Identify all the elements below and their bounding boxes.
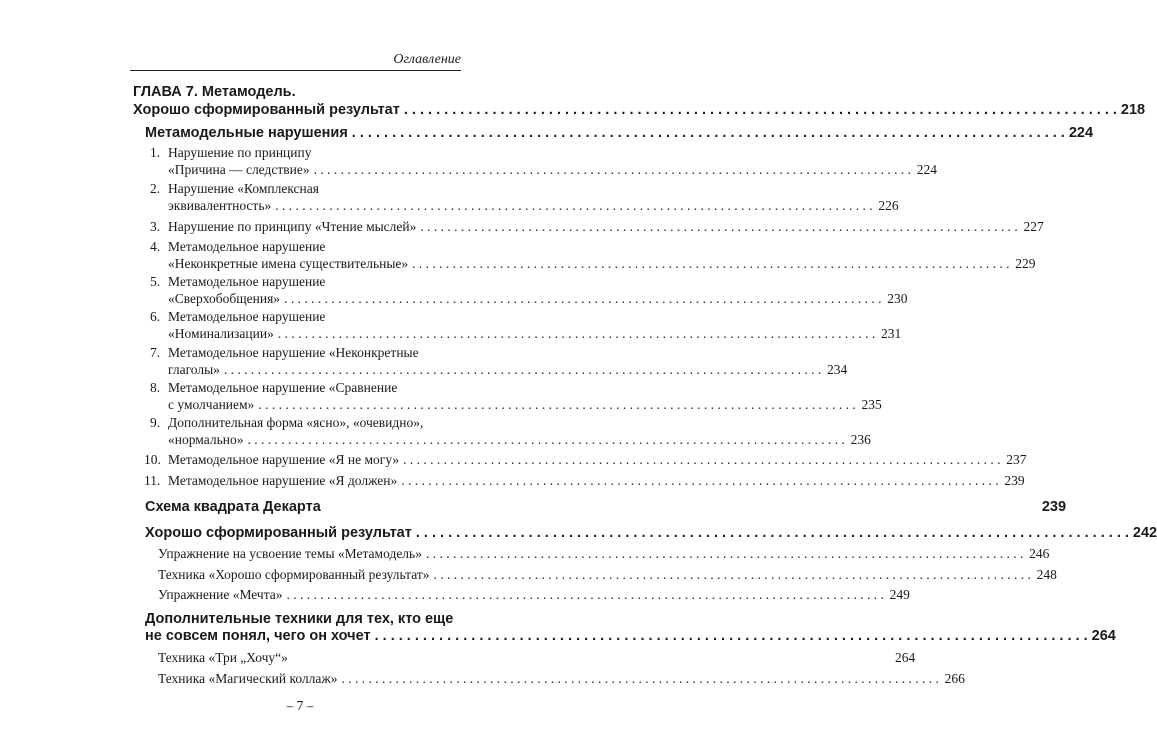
toc-entry-text: Техника «Магический коллаж» <box>158 671 338 686</box>
toc-entry-page: 246 <box>1029 546 1050 561</box>
toc-entry-well-formed-result[interactable] <box>145 524 1157 542</box>
toc-entry-text: Хорошо сформированный результат <box>133 102 400 118</box>
leader-dots <box>274 325 879 343</box>
chapter-title: ГЛАВА 7. Метамодель. <box>133 84 296 100</box>
toc-item-line1: Метамодельное нарушение «Сравнение <box>168 380 398 395</box>
leader-dots <box>371 627 1092 645</box>
leader-dots <box>397 472 1002 490</box>
toc-exercise-2[interactable] <box>158 566 1057 584</box>
toc-item-8[interactable] <box>168 396 882 414</box>
toc-item-line1: Метамодельное нарушение <box>168 274 326 289</box>
toc-entry-descartes[interactable] <box>145 498 1067 516</box>
toc-entry-text: «Неконкретные имена существительные» <box>168 256 409 271</box>
toc-entry-page: 224 <box>916 162 937 177</box>
leader-dots <box>408 255 1013 273</box>
toc-entry-chapter-subtitle[interactable] <box>133 101 1146 119</box>
toc-entry-page: 230 <box>887 291 908 306</box>
leader-dots <box>310 161 915 179</box>
toc-entry-text: Метамодельное нарушение «Я не могу» <box>168 452 400 467</box>
toc-entry-page: 236 <box>850 432 871 447</box>
toc-entry-text: с умолчанием» <box>168 397 255 412</box>
toc-item-num: 6. <box>150 309 161 324</box>
header-rule <box>130 70 461 71</box>
toc-item-num: 7. <box>150 345 161 360</box>
toc-item-num: 10. <box>144 452 161 467</box>
toc-entry-page: 264 <box>895 650 916 665</box>
toc-entry-text: Техника «Хорошо сформированный результат» <box>158 567 430 582</box>
toc-item-num: 5. <box>150 274 161 289</box>
toc-entry-text: не совсем понял, чего он хочет <box>145 628 371 644</box>
toc-item-3[interactable] <box>168 218 1044 236</box>
toc-entry-page: 229 <box>1015 256 1036 271</box>
toc-item-6[interactable] <box>168 325 902 343</box>
toc-item-4[interactable] <box>168 255 1036 273</box>
toc-item-line1: Нарушение «Комплексная <box>168 181 319 196</box>
toc-entry-text: Метамодельное нарушение «Я должен» <box>168 473 398 488</box>
toc-item-2[interactable] <box>168 197 899 215</box>
leader-dots <box>337 670 942 688</box>
toc-entry-page: 234 <box>827 362 848 377</box>
toc-item-11[interactable] <box>168 472 1025 490</box>
toc-entry-page: 235 <box>861 397 882 412</box>
leader-dots <box>400 101 1121 119</box>
leader-dots <box>416 218 1021 236</box>
toc-technique-1[interactable] <box>158 649 916 667</box>
leader-dots <box>412 524 1133 542</box>
toc-entry-page: 239 <box>1004 473 1025 488</box>
toc-entry-additional-line1: Дополнительные техники для тех, кто еще <box>145 611 454 627</box>
page-number: – 7 – <box>286 698 314 713</box>
toc-item-num: 8. <box>150 380 161 395</box>
toc-item-num: 11. <box>144 473 161 488</box>
toc-entry-page: 224 <box>1068 125 1094 141</box>
toc-entry-page: 231 <box>880 326 902 341</box>
toc-item-7[interactable] <box>168 361 848 379</box>
toc-entry-text: «Номинализации» <box>168 326 274 341</box>
toc-entry-page: 239 <box>1041 499 1067 515</box>
toc-entry-text: Упражнение на усвоение темы «Метамодель» <box>158 546 422 561</box>
toc-entry-text: Нарушение по принципу «Чтение мыслей» <box>168 219 417 234</box>
toc-entry-page: 266 <box>944 671 965 686</box>
toc-item-line1: Метамодельное нарушение <box>168 309 326 324</box>
toc-entry-text: «нормально» <box>168 432 244 447</box>
leader-dots <box>283 586 888 604</box>
toc-entry-page: 218 <box>1120 102 1146 118</box>
toc-entry-page: 248 <box>1036 567 1057 582</box>
leader-dots <box>280 290 885 308</box>
toc-item-num: 2. <box>150 181 161 196</box>
toc-item-10[interactable] <box>168 451 1027 469</box>
leader-dots <box>254 396 859 414</box>
toc-entry-page: 242 <box>1132 525 1157 541</box>
toc-item-line1: Метамодельное нарушение <box>168 239 326 254</box>
toc-item-num: 9. <box>150 415 161 430</box>
toc-item-5[interactable] <box>168 290 908 308</box>
toc-entry-page: 237 <box>1006 452 1027 467</box>
toc-item-9[interactable] <box>168 431 871 449</box>
toc-entry-text: Техника «Три „Хочу“» <box>158 650 288 665</box>
toc-item-1[interactable] <box>168 161 937 179</box>
leader-dots <box>430 566 1035 584</box>
toc-exercise-1[interactable] <box>158 545 1050 563</box>
toc-item-num: 4. <box>150 239 161 254</box>
toc-item-line1: Нарушение по принципу <box>168 145 312 160</box>
toc-entry-text: Хорошо сформированный результат <box>145 525 412 541</box>
toc-item-num: 3. <box>150 219 161 234</box>
leader-dots <box>399 451 1004 469</box>
leader-dots <box>243 431 848 449</box>
running-header: Оглавление <box>393 52 461 67</box>
toc-item-line1: Метамодельное нарушение «Неконкретные <box>168 345 419 360</box>
toc-entry-text: эквивалентность» <box>168 198 272 213</box>
toc-item-line1: Дополнительная форма «ясно», «очевидно», <box>168 415 424 430</box>
toc-entry-text: «Причина — следствие» <box>168 162 310 177</box>
toc-technique-2[interactable] <box>158 670 965 688</box>
toc-entry-page: 249 <box>889 587 910 602</box>
toc-exercise-3[interactable] <box>158 586 910 604</box>
leader-dots <box>220 361 825 379</box>
toc-entry-metamodel-violations[interactable] <box>145 124 1094 142</box>
toc-entry-page: 264 <box>1091 628 1116 644</box>
leader-dots <box>271 197 876 215</box>
toc-entry-text: «Сверхобобщения» <box>168 291 281 306</box>
toc-entry-text: Упражнение «Мечта» <box>158 587 283 602</box>
toc-entry-text: глаголы» <box>168 362 220 377</box>
toc-entry-page: 227 <box>1023 219 1044 234</box>
toc-entry-additional[interactable] <box>145 627 1116 645</box>
toc-item-num: 1. <box>150 145 161 160</box>
toc-entry-page: 226 <box>878 198 899 213</box>
leader-dots <box>348 124 1069 142</box>
toc-entry-text: Схема квадрата Декарта <box>145 499 321 515</box>
leader-dots <box>422 545 1027 563</box>
toc-entry-text: Метамодельные нарушения <box>145 125 348 141</box>
